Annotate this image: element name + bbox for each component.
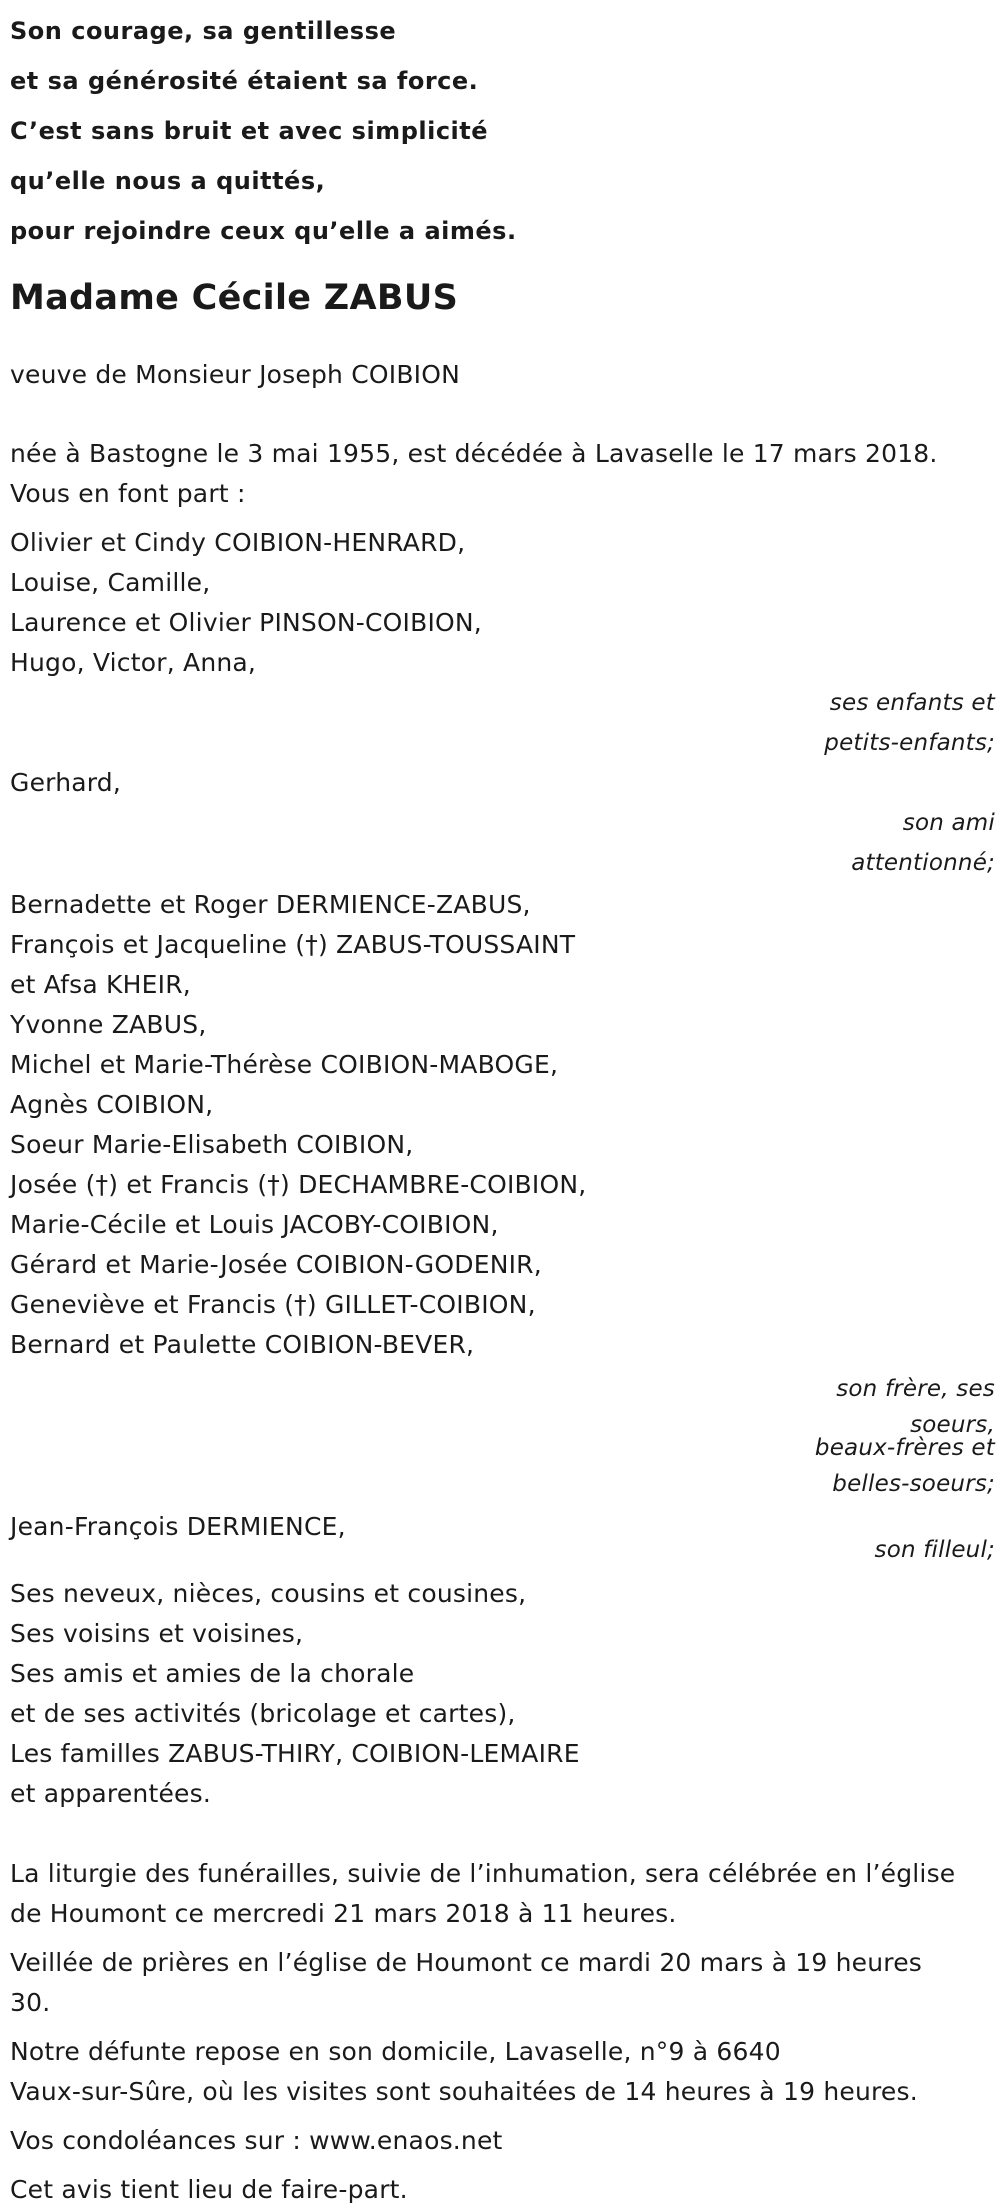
others-list — [10, 1574, 995, 1814]
siblings-role — [10, 1369, 995, 1504]
poem-line: Son courage, sa gentillesse — [10, 17, 397, 45]
family-line: Ses neveux, nièces, cousins et cousines, — [10, 1579, 527, 1608]
condolences-line: Vos condoléances sur : www.enaos.net — [10, 2126, 503, 2155]
notice-line: Cet avis tient lieu de faire-part. — [10, 2175, 408, 2204]
poem-line: pour rejoindre ceux qu’elle a aimés. — [10, 217, 517, 245]
birth-death-line: née à Bastogne le 3 mai 1955, est décédée à Lavaselle le 17 mars 2018. — [10, 439, 938, 468]
poem-line: qu’elle nous a quittés, — [10, 167, 326, 195]
poem-line: et sa générosité étaient sa force. — [10, 67, 479, 95]
widow-of — [10, 355, 995, 395]
family-line: Yvonne ZABUS, — [10, 1010, 207, 1039]
family-line: Marie-Cécile et Louis JACOBY-COIBION, — [10, 1210, 499, 1239]
family-line: Les familles ZABUS-THIRY, COIBION-LEMAIRE — [10, 1739, 580, 1768]
role-line: beaux-frères et — [814, 1435, 995, 1461]
funeral-info — [10, 1854, 995, 1934]
role-line: belles-soeurs; — [832, 1471, 995, 1497]
vigil-line: 30. — [10, 1988, 51, 2017]
condolences-info — [10, 2121, 995, 2161]
poem-line: C’est sans bruit et avec simplicité — [10, 117, 489, 145]
role-line: ses enfants et — [829, 690, 995, 716]
family-line: François et Jacqueline (†) ZABUS-TOUSSAINT — [10, 930, 576, 959]
family-line: Agnès COIBION, — [10, 1090, 214, 1119]
role-line: son filleul; — [874, 1537, 995, 1563]
rest-line: Vaux-sur-Sûre, où les visites sont souhaitées de 14 heures à 19 heures. — [10, 2077, 918, 2106]
family-line: Ses amis et amies de la chorale — [10, 1659, 415, 1688]
deceased-name: Madame Cécile ZABUS — [10, 278, 459, 318]
family-line: Gerhard, — [10, 768, 122, 797]
children-list — [10, 523, 995, 683]
family-line: Hugo, Victor, Anna, — [10, 648, 257, 677]
family-line: et apparentées. — [10, 1779, 211, 1808]
obituary-page — [10, 0, 995, 2210]
poem — [10, 6, 995, 256]
family-line: Laurence et Olivier PINSON-COIBION, — [10, 608, 482, 637]
friend-section — [10, 763, 995, 803]
announce-line: Vous en font part : — [10, 479, 246, 508]
family-line: Josée (†) et Francis (†) DECHAMBRE-COIBION, — [10, 1170, 587, 1199]
family-line: Jean-François DERMIENCE, — [10, 1512, 346, 1541]
family-line: Michel et Marie-Thérèse COIBION-MABOGE, — [10, 1050, 559, 1079]
family-line: Bernard et Paulette COIBION-BEVER, — [10, 1330, 475, 1359]
family-line: et Afsa KHEIR, — [10, 970, 191, 999]
family-line: Bernadette et Roger DERMIENCE-ZABUS, — [10, 890, 531, 919]
siblings-list — [10, 885, 995, 1365]
role-line: son ami — [902, 810, 995, 836]
family-line: Olivier et Cindy COIBION-HENRARD, — [10, 528, 466, 557]
role-line: attentionné; — [851, 850, 995, 876]
friend-role — [10, 803, 995, 883]
role-line: petits-enfants; — [824, 730, 995, 756]
notice-info — [10, 2170, 995, 2210]
birth-death-section — [10, 434, 995, 514]
vigil-info — [10, 1943, 995, 2023]
family-line: Louise, Camille, — [10, 568, 211, 597]
vigil-line: Veillée de prières en l’église de Houmont ce mardi 20 mars à 19 heures — [10, 1948, 923, 1977]
role-line: son frère, ses — [836, 1376, 995, 1402]
rest-line: Notre défunte repose en son domicile, Lavaselle, n°9 à 6640 — [10, 2037, 781, 2066]
family-line: Gérard et Marie-Josée COIBION-GODENIR, — [10, 1250, 542, 1279]
role-line: soeurs, — [910, 1412, 995, 1438]
rest-info — [10, 2032, 995, 2112]
family-line: Ses voisins et voisines, — [10, 1619, 304, 1648]
funeral-line: La liturgie des funérailles, suivie de l’inhumation, sera célébrée en l’église — [10, 1859, 956, 1888]
family-line: Soeur Marie-Elisabeth COIBION, — [10, 1130, 414, 1159]
children-role — [10, 683, 995, 763]
family-line: et de ses activités (bricolage et cartes), — [10, 1699, 516, 1728]
family-line: Geneviève et Francis (†) GILLET-COIBION, — [10, 1290, 536, 1319]
funeral-line: de Houmont ce mercredi 21 mars 2018 à 11 heures. — [10, 1899, 677, 1928]
widow-of-line: veuve de Monsieur Joseph COIBION — [10, 360, 461, 389]
